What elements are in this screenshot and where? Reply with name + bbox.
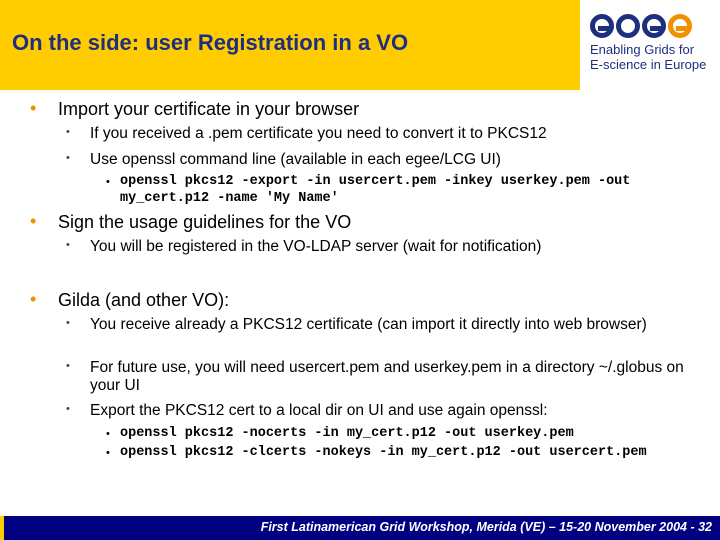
list-item: For future use, you will need usercert.pem and userkey.pem in a directory ~/.globus on your UI — [90, 359, 684, 394]
egee-logo — [590, 14, 714, 84]
code-line: openssl pkcs12 -nocerts -in my_cert.p12 -out userkey.pem — [120, 426, 574, 441]
bullet-small: • — [66, 239, 70, 251]
title-bar — [0, 0, 580, 90]
section-heading: Sign the usage guidelines for the VO — [58, 212, 352, 232]
logo-tagline-2: E-science in Europe — [590, 57, 707, 72]
logo-wordmark — [590, 14, 714, 38]
bullet-orange: • — [30, 211, 37, 231]
bullet-small: • — [66, 152, 70, 164]
bullet-small: • — [106, 176, 110, 188]
code-line: openssl pkcs12 -clcerts -nokeys -in my_cert.p12 -out usercert.pem — [120, 445, 647, 460]
list-item: Export the PKCS12 cert to a local dir on UI and use again openssl: — [90, 402, 548, 419]
logo-letter-g-icon — [616, 14, 640, 38]
bullet-orange: • — [30, 289, 37, 309]
footer-text: First Latinamerican Grid Workshop, Merida (VE) – 15-20 November 2004 - 32 — [260, 520, 712, 534]
footer-bar — [0, 516, 720, 540]
list-item: If you received a .pem certificate you need to convert it to PKCS12 — [90, 125, 547, 142]
logo-letter-e-icon — [590, 14, 614, 38]
footer-accent — [0, 516, 4, 540]
bullet-small: • — [106, 428, 110, 440]
logo-letter-e-orange-icon — [668, 14, 692, 38]
bullet-small: • — [66, 403, 70, 415]
list-item: You will be registered in the VO-LDAP server (wait for notification) — [90, 238, 542, 255]
section-heading: Gilda (and other VO): — [58, 290, 230, 310]
slide-title: On the side: user Registration in a VO — [12, 30, 409, 55]
bullet-small: • — [66, 317, 70, 329]
bullet-orange: • — [30, 98, 37, 118]
bullet-small: • — [66, 360, 70, 372]
code-line: openssl pkcs12 -export -in usercert.pem -inkey userkey.pem -out my_cert.p12 -name 'My Name' — [120, 174, 631, 206]
list-item: Use openssl command line (available in each egee/LCG UI) — [90, 151, 501, 168]
bullet-small: • — [66, 126, 70, 138]
section-heading: Import your certificate in your browser — [58, 99, 360, 119]
logo-letter-e-icon — [642, 14, 666, 38]
bullet-small: • — [106, 447, 110, 459]
list-item: You receive already a PKCS12 certificate (can import it directly into web browser) — [90, 316, 647, 333]
logo-tagline-1: Enabling Grids for — [590, 42, 695, 57]
